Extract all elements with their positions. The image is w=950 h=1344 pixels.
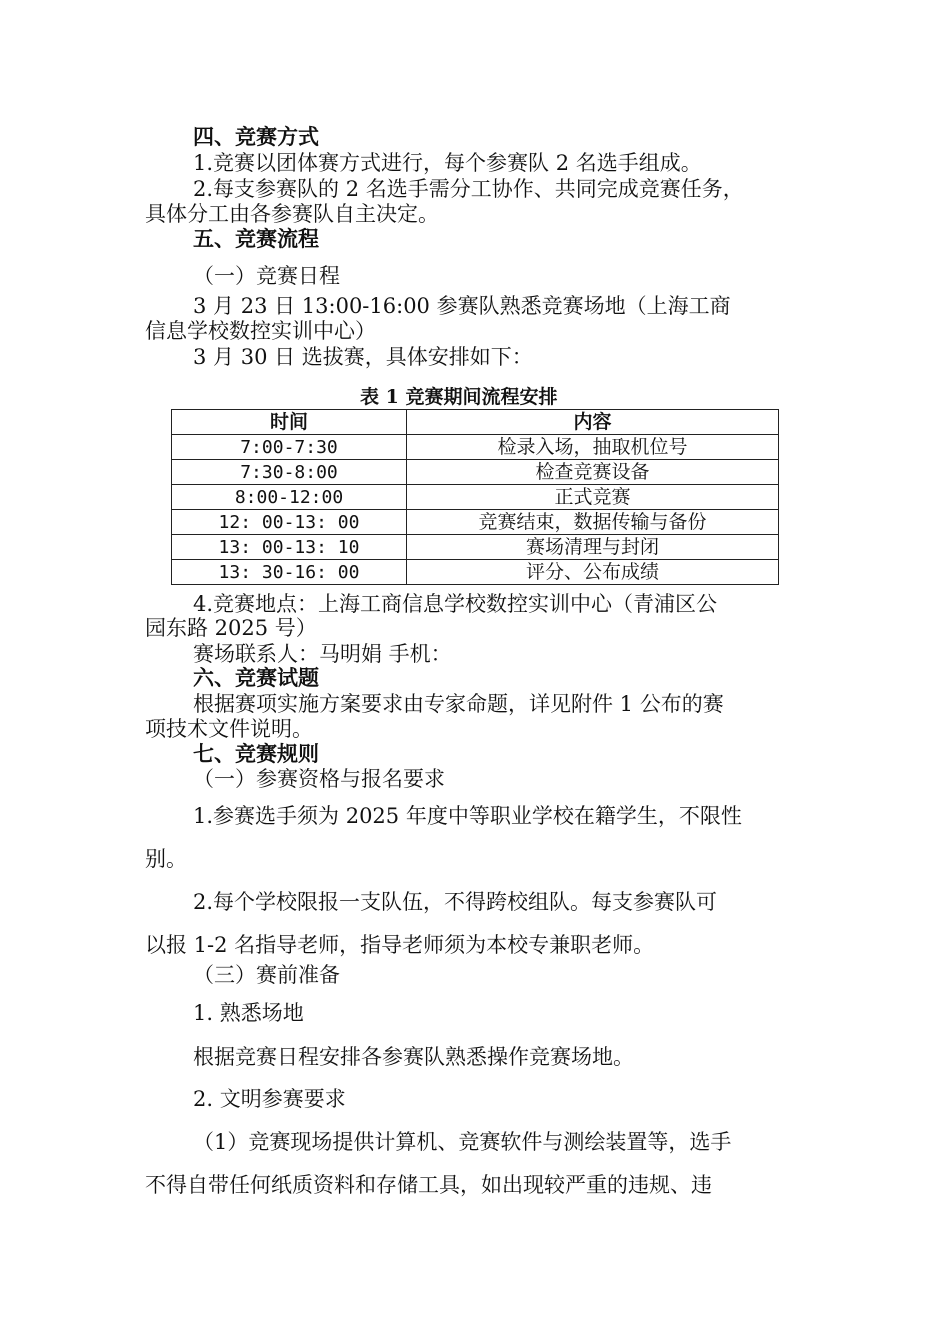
- table-cell-time: 12: 00-13: 00: [172, 510, 407, 535]
- section-7-title: 七、竞赛规则: [193, 741, 319, 766]
- table-row: [172, 535, 779, 560]
- table-cell-time: 13: 30-16: 00: [172, 560, 407, 585]
- paragraph: 具体分工由各参赛队自主决定。: [145, 202, 439, 226]
- paragraph: 根据竞赛日程安排各参赛队熟悉操作竞赛场地。: [193, 1045, 634, 1069]
- table-row: [172, 510, 779, 535]
- section-5-title: 五、竞赛流程: [193, 226, 319, 251]
- list-item: 2. 文明参赛要求: [193, 1087, 346, 1111]
- paragraph: （1）竞赛现场提供计算机、竞赛软件与测绘装置等，选手: [193, 1130, 732, 1154]
- paragraph: 园东路 2025 号）: [145, 616, 317, 640]
- table-cell-time: 7:00-7:30: [172, 435, 407, 460]
- table-cell-time: 7:30-8:00: [172, 460, 407, 485]
- paragraph: 1.竞赛以团体赛方式进行，每个参赛队 2 名选手组成。: [193, 151, 702, 175]
- paragraph: 3 月 30 日 选拔赛，具体安排如下：: [193, 345, 533, 369]
- table-cell-content: 检录入场，抽取机位号: [407, 435, 779, 460]
- schedule-table: [171, 409, 779, 585]
- table-cell-content: 正式竞赛: [407, 485, 779, 510]
- table-caption: 表 1 竞赛期间流程安排: [360, 386, 558, 408]
- table-cell-time: 13: 00-13: 10: [172, 535, 407, 560]
- table-cell-content: 赛场清理与封闭: [407, 535, 779, 560]
- paragraph: 2.每个学校限报一支队伍，不得跨校组队。每支参赛队可: [193, 890, 718, 914]
- paragraph: 根据赛项实施方案要求由专家命题，详见附件 1 公布的赛: [193, 692, 724, 716]
- paragraph: 以报 1-2 名指导老师，指导老师须为本校专兼职老师。: [145, 933, 655, 957]
- subsection-title: （一）参赛资格与报名要求: [193, 767, 445, 791]
- section-4-title: 四、竞赛方式: [193, 124, 319, 149]
- paragraph: 3 月 23 日 13:00-16:00 参赛队熟悉竞赛场地（上海工商: [193, 294, 731, 318]
- paragraph: 别。: [145, 847, 187, 871]
- table-header-cell: 时间: [172, 410, 407, 435]
- paragraph: 信息学校数控实训中心）: [145, 319, 376, 343]
- table-header-row: [172, 410, 779, 435]
- paragraph: 不得自带任何纸质资料和存储工具，如出现较严重的违规、违: [145, 1173, 712, 1197]
- table-cell-content: 评分、公布成绩: [407, 560, 779, 585]
- subsection-title: （一）竞赛日程: [193, 264, 340, 288]
- paragraph: 1.参赛选手须为 2025 年度中等职业学校在籍学生，不限性: [193, 804, 742, 828]
- contact-line: 赛场联系人：马明娟 手机：: [193, 642, 452, 666]
- paragraph: 2.每支参赛队的 2 名选手需分工协作、共同完成竞赛任务，: [193, 177, 744, 201]
- table-cell-content: 竞赛结束，数据传输与备份: [407, 510, 779, 535]
- table-row: [172, 460, 779, 485]
- paragraph: 项技术文件说明。: [145, 717, 313, 741]
- table-row: [172, 485, 779, 510]
- table-header-cell: 内容: [407, 410, 779, 435]
- table-cell-content: 检查竞赛设备: [407, 460, 779, 485]
- section-6-title: 六、竞赛试题: [193, 665, 319, 690]
- paragraph: 4.竞赛地点：上海工商信息学校数控实训中心（青浦区公: [193, 592, 718, 616]
- table-row: [172, 435, 779, 460]
- table-row: [172, 560, 779, 585]
- table-cell-time: 8:00-12:00: [172, 485, 407, 510]
- list-item: 1. 熟悉场地: [193, 1001, 304, 1025]
- subsection-title: （三）赛前准备: [193, 963, 340, 987]
